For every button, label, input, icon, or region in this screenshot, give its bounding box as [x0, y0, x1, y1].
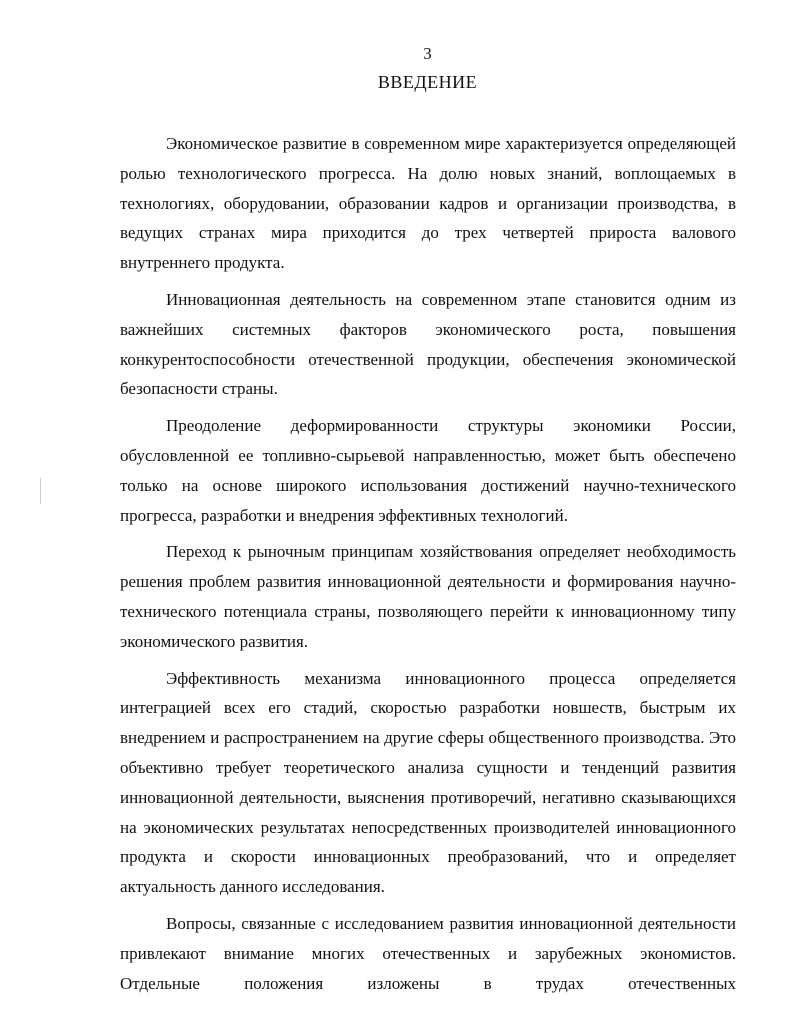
- paragraph-3: Преодоление деформированности структуры экономики России, обусловленной ее топливно-сырьевой направленностью, может быть обеспечено только на основе широкого использования достижений научно-технического прогресса, разработки и внедрения эффективных технологий.: [120, 416, 736, 525]
- paragraph-2: Инновационная деятельность на современном этапе становится одним из важнейших системных факторов экономического роста, повышения конкурентоспособности отечественной продукции, обеспечения экономической безопасности страны.: [120, 289, 736, 399]
- body-text: [120, 129, 736, 1005]
- page-number: 3: [423, 44, 432, 63]
- paragraph-4: Переход к рыночным принципам хозяйствования определяет необходимость решения проблем развития инновационной деятельности и формирования научно-технического потенциала страны, позволяющего перейти к инновационному типу экономического развития.: [120, 542, 736, 651]
- paragraph-1: Экономическое развитие в современном мире характеризуется определяющей ролью технологического прогресса. На долю новых знаний, воплощаемых в технологиях, оборудовании, образовании кадров и организации производства, в ведущих странах мира приходится до трех четвертей прироста валового внутреннего продукта.: [120, 134, 736, 273]
- paragraph-6: Вопросы, связанные с исследованием развития инновационной деятельности привлекают внимание многих отечественных и зарубежных экономистов. Отдельные положения изложены в трудах отечественных: [120, 913, 736, 993]
- section-heading: ВВЕДЕНИЕ: [377, 72, 478, 92]
- paragraph-5: Эффективность механизма инновационного процесса определяется интеграцией всех его стадий, скоростью разработки новшеств, быстрым их внедрением и распространением на другие сферы общественного производства. Это объективно требует теоретического анализа сущности и тенденций развития инновационной деятельности, выяснения противоречий, негативно сказывающихся на экономических результатах непосредственных производителей инновационного продукта и скорости инновационных преобразований, что и определяет актуальность данного исследования.: [120, 668, 736, 897]
- margin-mark: [40, 478, 41, 504]
